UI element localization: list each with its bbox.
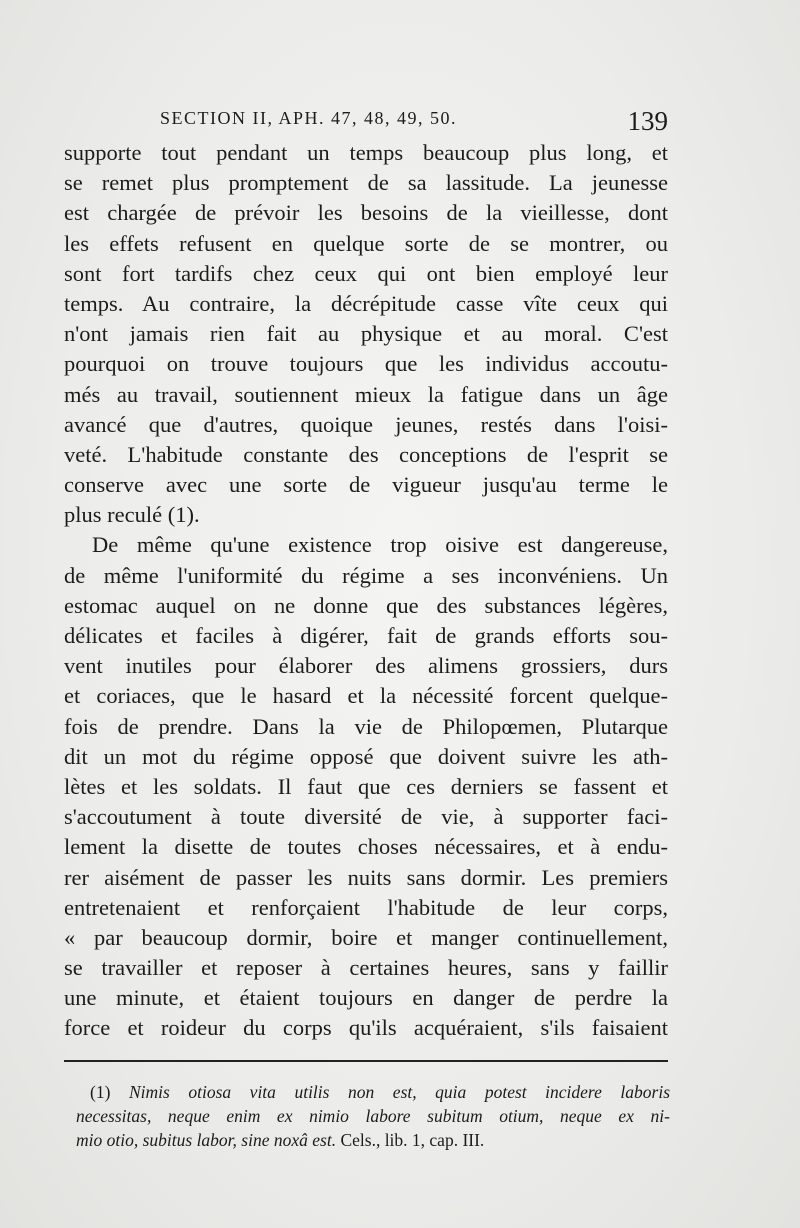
- footnote-rule: [64, 1060, 668, 1062]
- text-line: estomac auquel on ne donne que des substances légères,: [64, 592, 668, 618]
- footnote-marker: (1): [90, 1082, 111, 1102]
- text-line: plus reculé (1).: [64, 502, 200, 528]
- text-line: temps. Au contraire, la décrépitude casse vîte ceux qui: [64, 290, 668, 316]
- footnote-line: [76, 1128, 670, 1152]
- text-line: dit un mot du régime opposé que doivent suivre les ath-: [64, 743, 668, 769]
- text-line: et coriaces, que le hasard et la nécessité forcent quelque-: [64, 683, 668, 709]
- footnote-line: necessitas, neque enim ex nimio labore subitum otium, neque ex ni-: [76, 1106, 670, 1126]
- text-line: se remet plus promptement de sa lassitude. La jeunesse: [64, 170, 668, 196]
- text-line: une minute, et étaient toujours en danger de perdre la: [64, 985, 668, 1011]
- text-line: més au travail, soutiennent mieux la fatigue dans un âge: [64, 381, 668, 407]
- footnote-citation: Cels., lib. 1, cap. III.: [340, 1130, 485, 1150]
- text-line: s'accoutument à toute diversité de vie, à supporter faci-: [64, 804, 668, 830]
- text-line: « par beaucoup dormir, boire et manger continuellement,: [64, 924, 668, 950]
- text-line: n'ont jamais rien fait au physique et au moral. C'est: [64, 321, 668, 347]
- text-line: force et roideur du corps qu'ils acquéraient, s'ils faisaient: [64, 1015, 668, 1041]
- footnote-text: Nimis otiosa vita utilis non est, quia potest incidere laboris: [128, 1082, 671, 1102]
- text-line: sont fort tardifs chez ceux qui ont bien employé leur: [64, 260, 668, 286]
- text-line: délicates et faciles à digérer, fait de grands efforts sou-: [64, 623, 668, 648]
- main-text: [64, 138, 668, 1044]
- text-line: lement la disette de toutes choses nécessaires, et à endu-: [64, 834, 668, 860]
- text-line: pourquoi on trouve toujours que les individus accoutu-: [64, 351, 668, 377]
- page-number: 139: [627, 106, 668, 136]
- text-line: se travailler et reposer à certaines heures, sans y faillir: [64, 955, 668, 981]
- text-line: les effets refusent en quelque sorte de se montrer, ou: [64, 230, 668, 256]
- text-line: entretenaient et renforçaient l'habitude de leur corps,: [64, 894, 668, 920]
- text-line: fois de prendre. Dans la vie de Philopœmen, Plutarque: [64, 713, 668, 739]
- running-title: SECTION II, APH. 47, 48, 49, 50.: [160, 108, 458, 128]
- text-line: avancé que d'autres, quoique jeunes, restés dans l'oisi-: [64, 411, 668, 437]
- text-line: est chargée de prévoir les besoins de la vieillesse, dont: [64, 200, 668, 226]
- footnote-text: mio otio, subitus labor, sine noxâ est.: [76, 1130, 337, 1150]
- text-line: vent inutiles pour élaborer des alimens grossiers, durs: [64, 653, 668, 679]
- text-line: de même l'uniformité du régime a ses inconvéniens. Un: [64, 562, 668, 588]
- text-line: rer aisément de passer les nuits sans dormir. Les premiers: [64, 864, 668, 890]
- text-line: supporte tout pendant un temps beaucoup plus long, et: [64, 140, 668, 165]
- footnote: [76, 1080, 670, 1152]
- footnote-line: [76, 1080, 670, 1104]
- text-line: veté. L'habitude constante des conceptions de l'esprit se: [64, 441, 668, 467]
- text-line: lètes et les soldats. Il faut que ces derniers se fassent et: [64, 773, 668, 799]
- paragraph-start-line: De même qu'une existence trop oisive est dangereuse,: [92, 532, 668, 558]
- text-line: conserve avec une sorte de vigueur jusqu'au terme le: [64, 472, 668, 498]
